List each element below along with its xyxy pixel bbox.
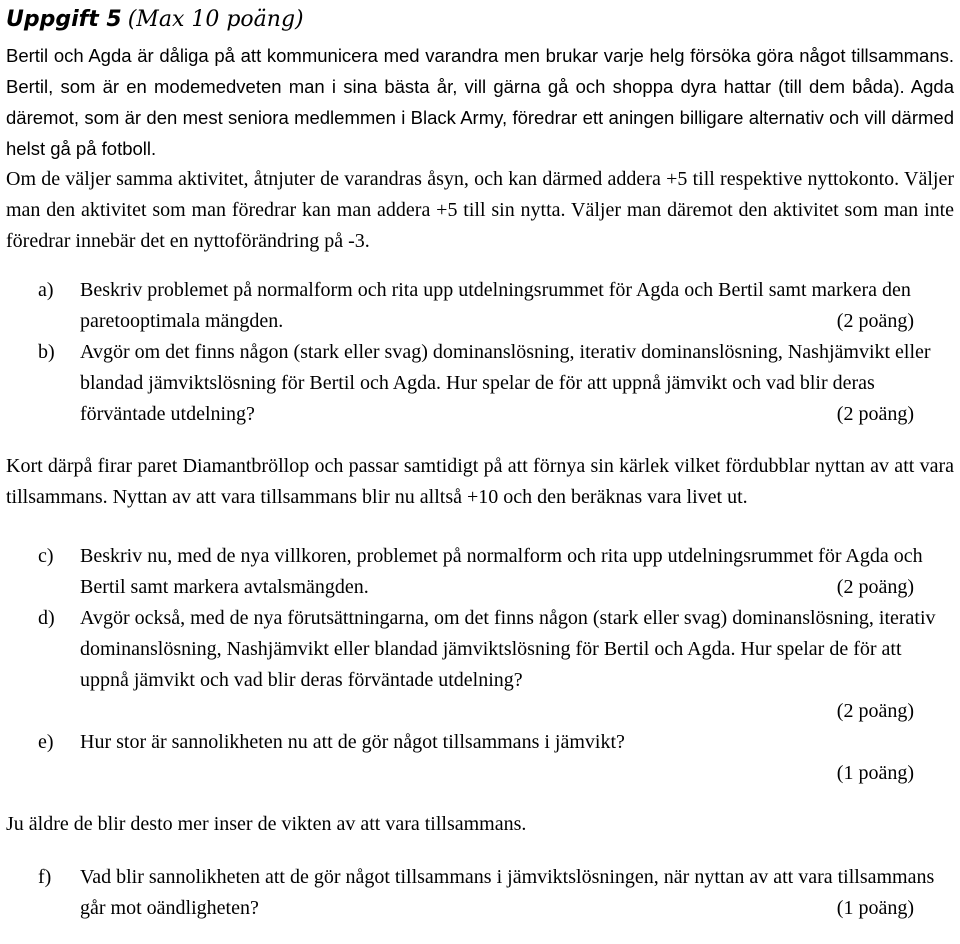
question-label: e) [38,731,54,753]
question-text: Avgör om det finns någon (stark eller svag) dominanslösning, iterativ dominanslösning, Nashjämvikt eller blandad jämviktslösning för Bertil och Agda. Hur spelar de för att uppnå jämvikt och vad blir deras förväntade utdelning? [80,341,931,425]
question-list-1 [6,275,954,430]
question-text: Beskriv problemet på normalform och rita upp utdelningsrummet för Agda och Bertil samt markera den paretooptimala mängden. [80,279,911,332]
question-d [6,603,954,727]
anniversary-paragraph: Kort därpå firar paret Diamantbröllop och passar samtidigt på att förnya sin kärlek vilket fördubblar nyttan av att vara tillsammans. Nyttan av att vara tillsammans blir nu alltså +10 och den beräknas vara livet ut. [6,455,954,508]
question-c [6,541,954,603]
task-title-main: Uppgift 5 [6,7,122,32]
question-text: Vad blir sannolikheten att de gör något tillsammans i jämviktslösningen, när nyttan av att vara tillsammans går mot oändligheten? [80,866,935,919]
question-points: (2 poäng) [836,403,914,425]
question-label: b) [38,341,55,363]
task-title-points: (Max 10 poäng) [127,7,304,32]
intro-paragraph-scenario: Bertil och Agda är dåliga på att kommunicera med varandra men brukar varje helg försöka göra något tillsammans. Bertil, som är en modemedveten man i sina bästa år, vill gärna gå och shoppa dyra hattar (till dem båda). Agda däremot, som är den mest seniora medlemmen i Black Army, föredrar ett aningen billigare alternativ och vill därmed helst gå på fotboll. [6,45,954,159]
intro-section [6,40,954,257]
question-text: Avgör också, med de nya förutsättningarna, om det finns någon (stark eller svag) dominanslösning, iterativ dominanslösning, Nashjämvikt eller blandad jämviktslösning för Bertil och Agda. Hur spelar de för att uppnå jämvikt och vad blir deras förväntade utdelning? [80,607,936,691]
question-text: Hur stor är sannolikheten nu att de gör något tillsammans i jämvikt? [80,731,625,753]
question-points: (2 poäng) [836,700,914,722]
question-label: d) [38,607,55,629]
task-title [6,4,954,34]
question-list-2 [6,541,954,789]
question-points: (1 poäng) [836,897,914,919]
question-points: (2 poäng) [836,576,914,598]
question-label: f) [38,866,52,888]
question-f [6,862,954,924]
exam-page [0,4,960,944]
question-label: c) [38,545,54,567]
question-points: (2 poäng) [836,310,914,332]
question-text: Beskriv nu, med de nya villkoren, problemet på normalform och rita upp utdelningsrummet för Agda och Bertil samt markera avtalsmängden. [80,545,923,598]
question-b [6,337,954,430]
intro-paragraph-utilities: Om de väljer samma aktivitet, åtnjuter de varandras åsyn, och kan därmed addera +5 till respektive nyttokonto. Väljer man den aktivitet som man föredrar kan man addera +5 till sin nytta. Väljer man däremot den aktivitet som man inte föredrar innebär det en nyttoförändring på -3. [6,168,954,252]
question-a [6,275,954,337]
question-points: (1 poäng) [836,762,914,784]
question-e [6,727,954,789]
age-paragraph: Ju äldre de blir desto mer inser de vikten av att vara tillsammans. [6,813,527,835]
question-list-3 [6,862,954,924]
question-label: a) [38,279,54,301]
